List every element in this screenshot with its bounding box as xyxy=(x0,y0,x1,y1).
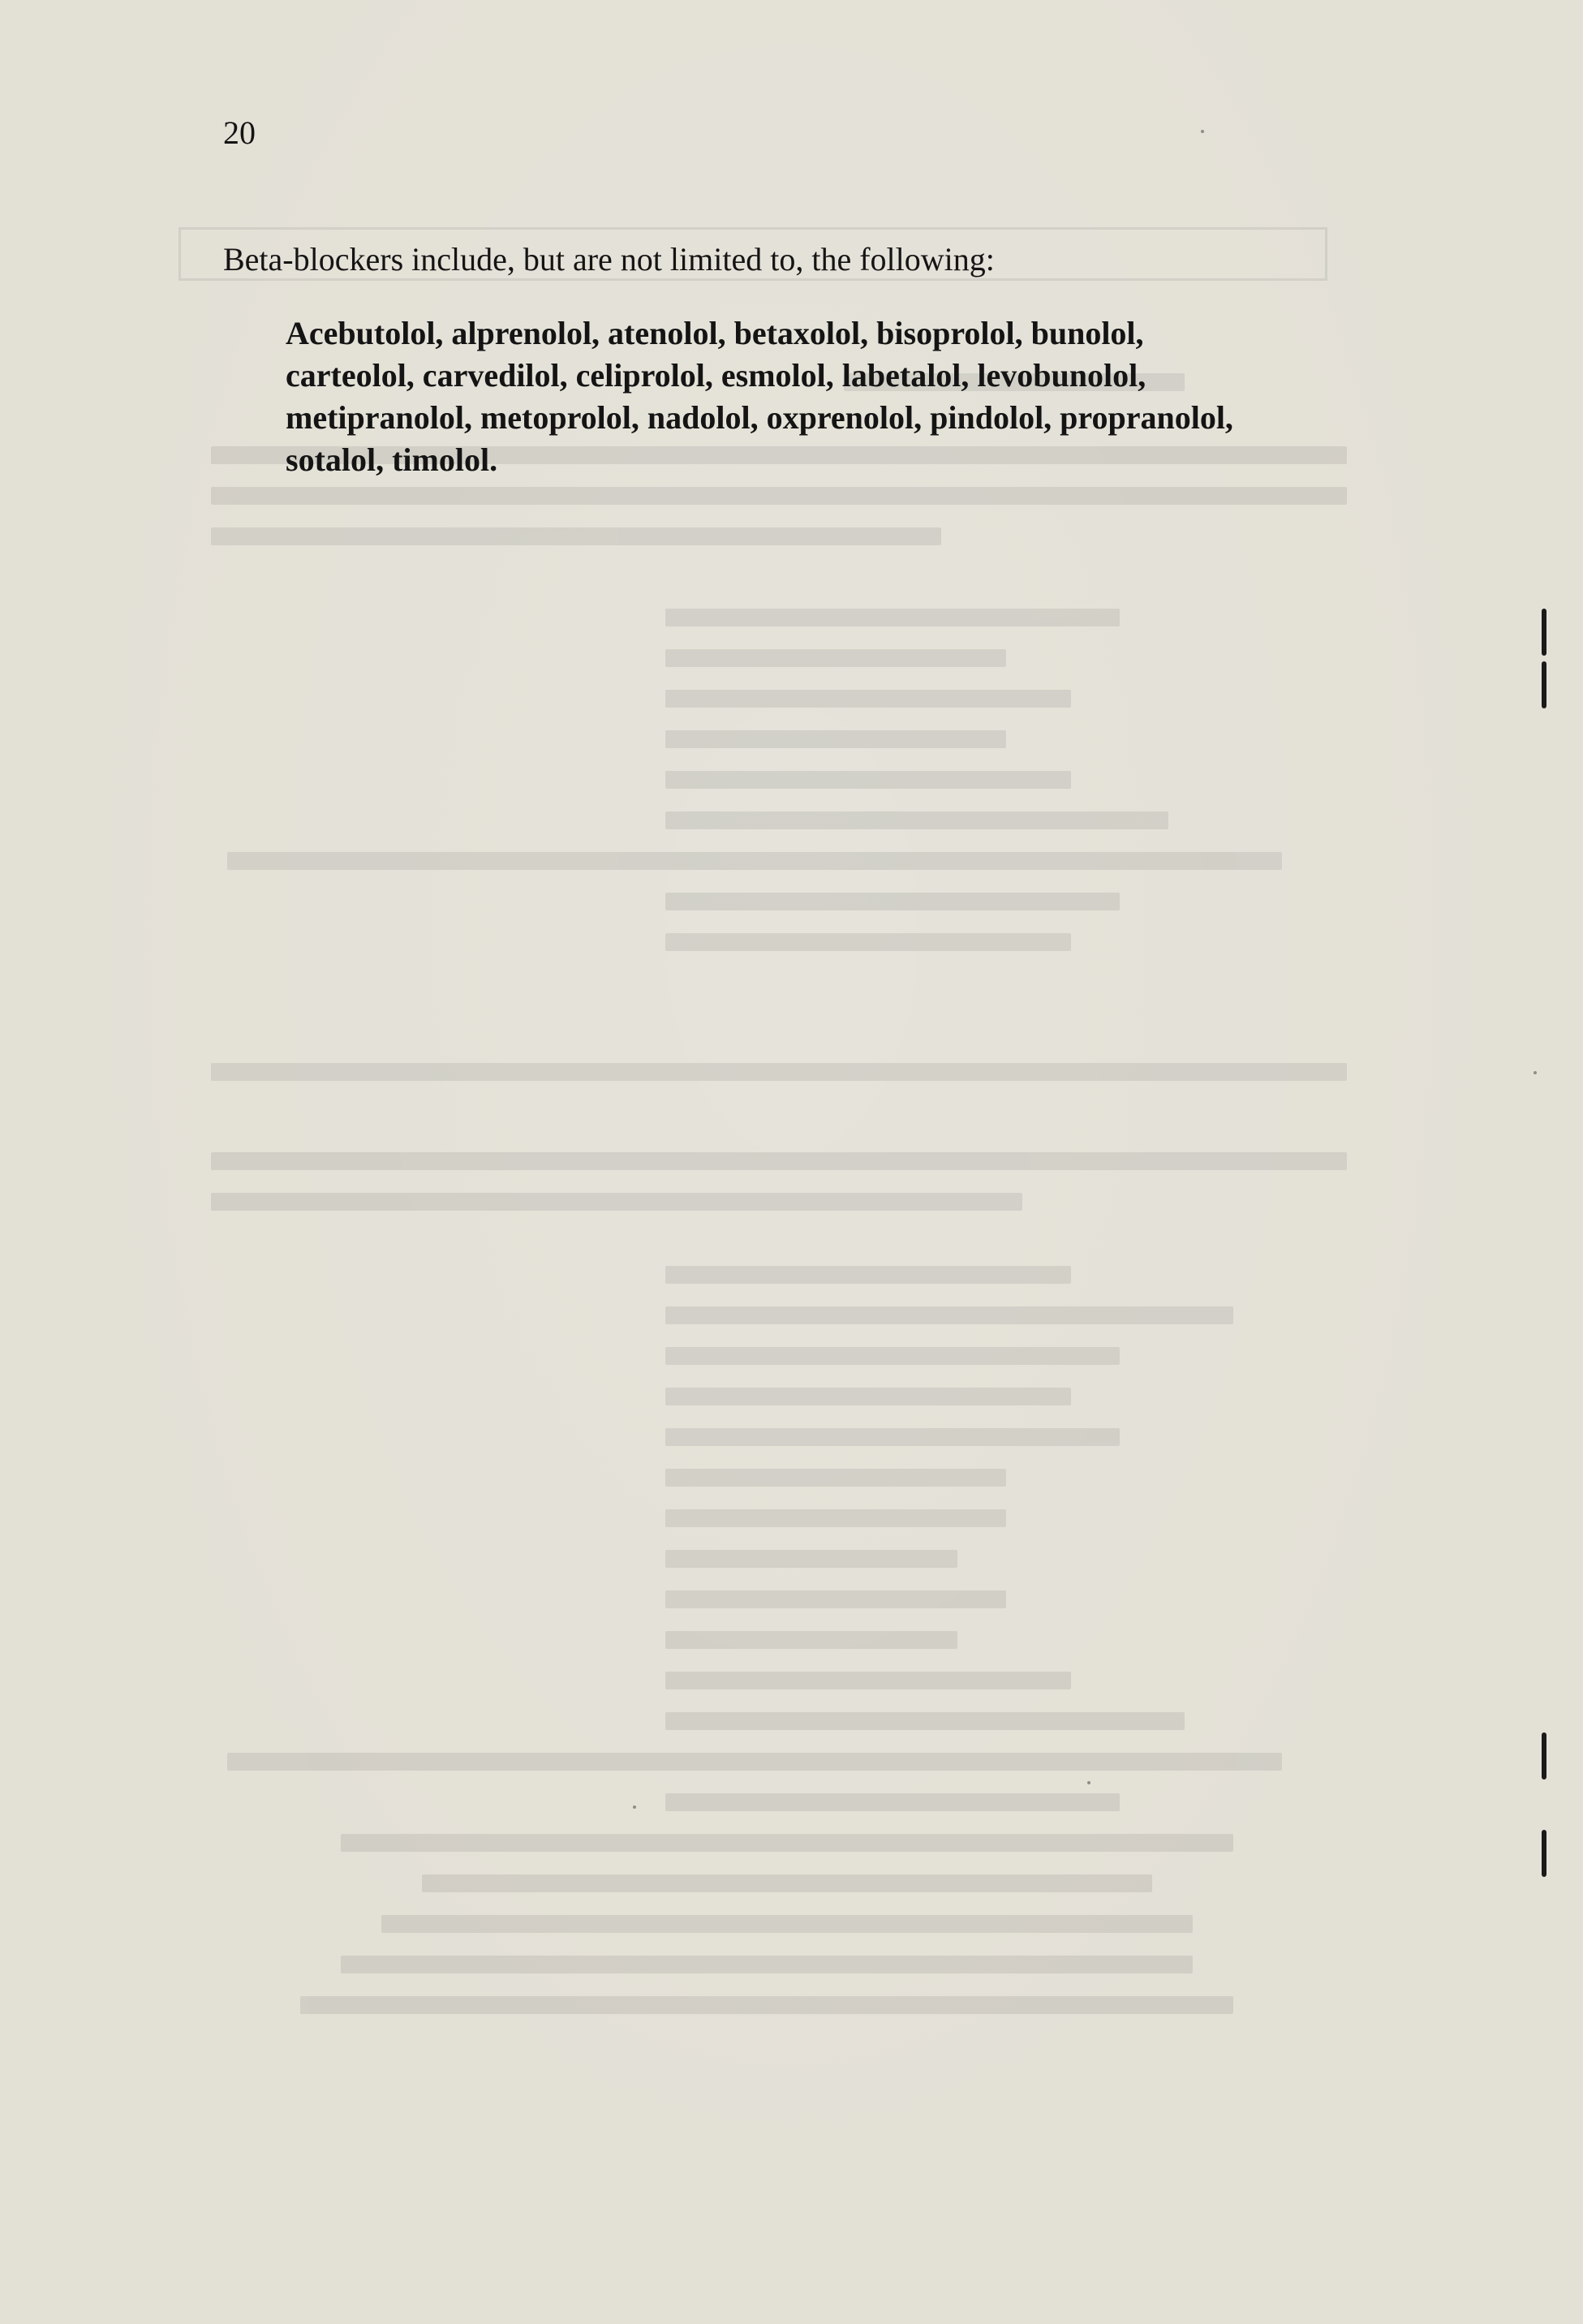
drug-list-line: metipranolol, metoprolol, nadolol, oxprenolol, pindolol, propranolol, xyxy=(286,399,1233,436)
paper-speck xyxy=(633,1805,636,1809)
binding-mark xyxy=(1542,1830,1546,1877)
paper-speck xyxy=(1201,130,1204,133)
drug-list-line: sotalol, timolol. xyxy=(286,441,498,478)
show-through-background xyxy=(179,227,1355,2053)
drug-list-line: carteolol, carvedilol, celiprolol, esmolol, labetalol, levobunolol, xyxy=(286,357,1146,394)
drug-list-line: Acebutolol, alprenolol, atenolol, betaxolol, bisoprolol, bunolol, xyxy=(286,315,1144,351)
intro-sentence: Beta-blockers include, but are not limited to, the following: xyxy=(223,241,995,278)
binding-mark xyxy=(1542,609,1546,656)
paper-speck xyxy=(1534,1071,1537,1074)
page-number: 20 xyxy=(223,114,256,151)
binding-mark xyxy=(1542,1732,1546,1780)
beta-blocker-list xyxy=(286,312,1340,481)
binding-mark xyxy=(1542,661,1546,708)
paper-speck xyxy=(1087,1781,1090,1784)
